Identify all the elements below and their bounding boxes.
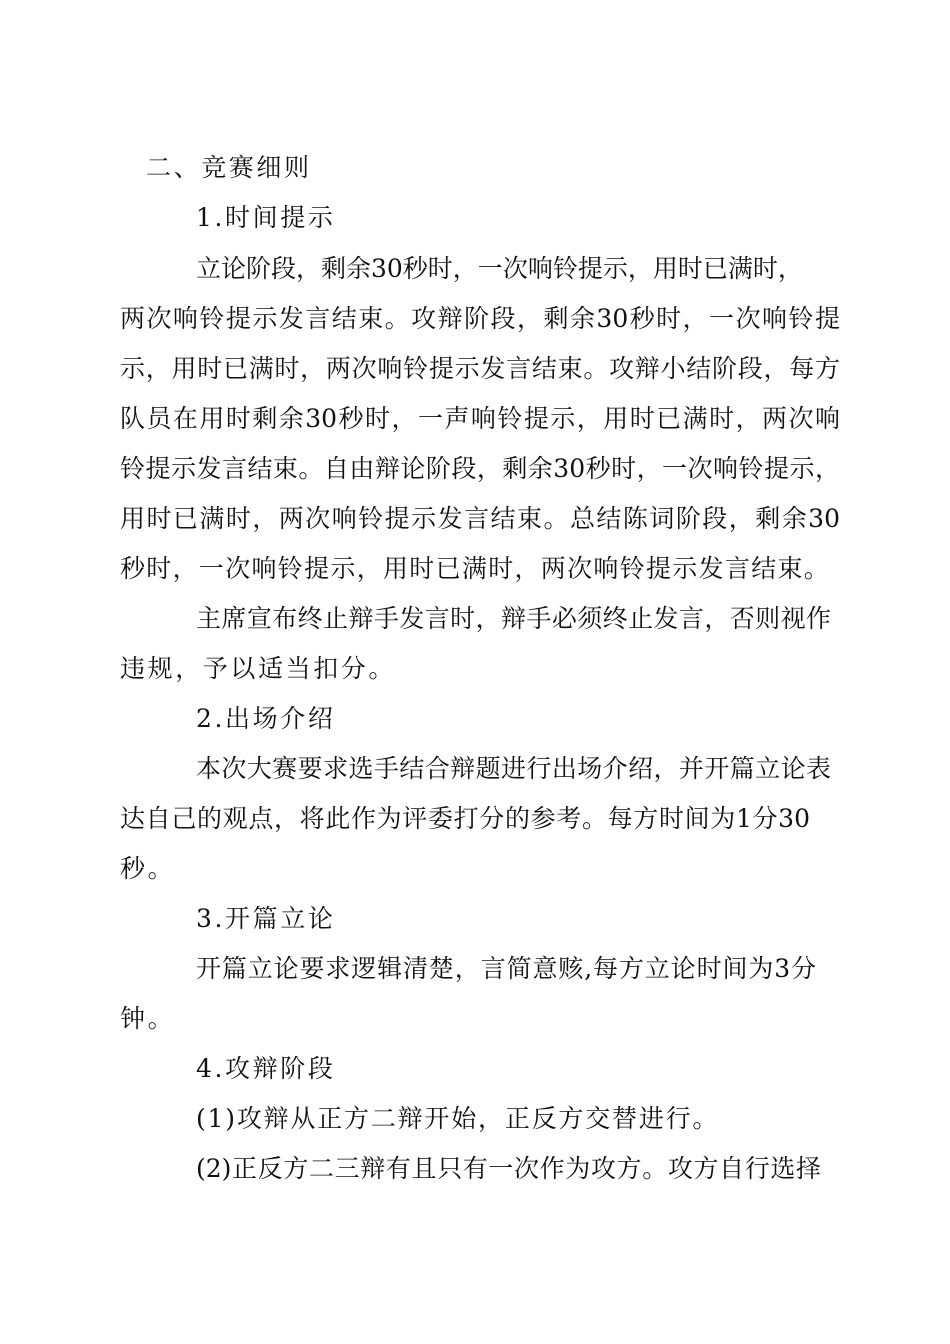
- paragraph-line: 违规，予以适当扣分。: [120, 654, 397, 683]
- subsection-heading-3: 3.开篇立论: [196, 904, 336, 933]
- subsection-heading-1: 1.时间提示: [196, 203, 336, 232]
- paragraph-line: 用时已满时，两次响铃提示发言结束。总结陈词阶段，剩余30: [120, 504, 840, 533]
- paragraph-line: 开篇立论要求逻辑清楚，言简意赅,每方立论时间为3分: [196, 954, 816, 983]
- paragraph-line: 钟。: [120, 1004, 176, 1033]
- section-heading: 二、竞赛细则: [146, 153, 312, 182]
- list-item: (2)正反方二三辩有且只有一次作为攻方。攻方自行选择: [196, 1154, 821, 1183]
- paragraph-line: 主席宣布终止辩手发言时，辩手必须终止发言，否则视作: [196, 604, 831, 633]
- subsection-heading-4: 4.攻辩阶段: [196, 1054, 336, 1083]
- subsection-heading-2: 2.出场介绍: [196, 704, 336, 733]
- list-item: (1)攻辩从正方二辩开始，正反方交替进行。: [196, 1104, 720, 1133]
- paragraph-line: 立论阶段，剩余30秒时，一次响铃提示，用时已满时，: [196, 254, 803, 283]
- paragraph-line: 队员在用时剩余30秒时，一声响铃提示，用时已满时，两次响: [120, 404, 840, 433]
- paragraph-line: 示，用时已满时，两次响铃提示发言结束。攻辩小结阶段，每方: [120, 354, 840, 383]
- paragraph-line: 秒。: [120, 854, 176, 883]
- paragraph-line: 本次大赛要求选手结合辩题进行出场介绍，并开篇立论表: [196, 754, 831, 783]
- paragraph-line: 秒时，一次响铃提示，用时已满时，两次响铃提示发言结束。: [120, 554, 831, 583]
- paragraph-line: 两次响铃提示发言结束。攻辩阶段，剩余30秒时，一次响铃提: [120, 304, 840, 333]
- paragraph-line: 达自己的观点，将此作为评委打分的参考。每方时间为1分30: [120, 804, 810, 833]
- paragraph-line: 铃提示发言结束。自由辩论阶段，剩余30秒时，一次响铃提示，: [120, 454, 840, 483]
